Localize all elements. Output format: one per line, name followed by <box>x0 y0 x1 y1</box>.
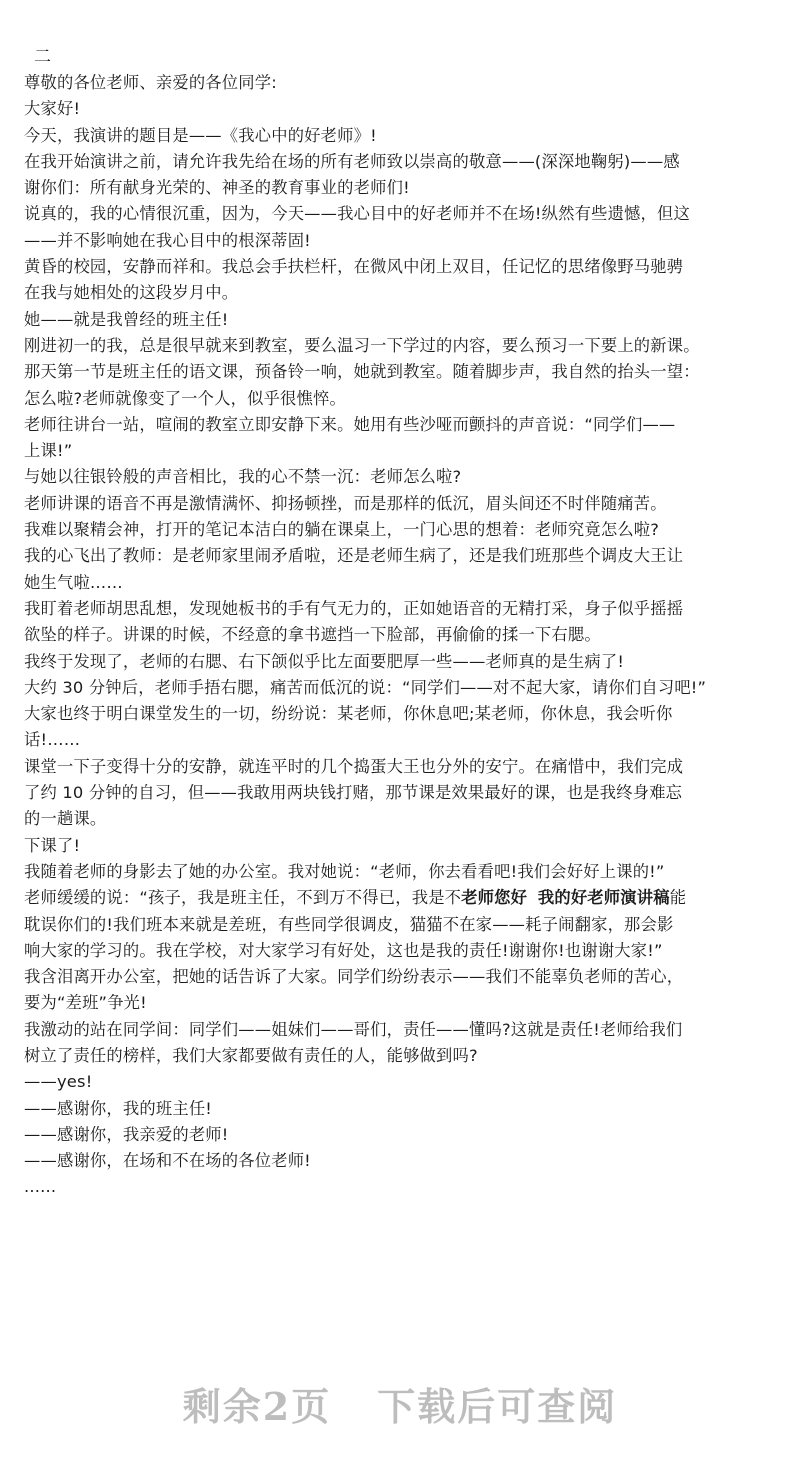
text-line: ——感谢你，在场和不在场的各位老师! <box>24 1151 311 1171</box>
text-line: 欲坠的样子。讲课的时候，不经意的拿书遮挡一下脸部，再偷偷的揉一下右腮。 <box>24 625 601 645</box>
text-line: ——感谢你，我的班主任! <box>24 1098 213 1118</box>
text-line: 课堂一下子变得十分的安静，就连平时的几个捣蛋大王也分外的安宁。在痛惜中，我们完成 <box>24 756 684 776</box>
download-to-view-text: 下载后可查阅 <box>377 1384 618 1429</box>
text-line: 谢你们：所有献身光荣的、神圣的教育事业的老师们! <box>24 178 410 198</box>
text-line: 她生气啦…… <box>24 572 123 592</box>
bold-text: 我的好老师演讲稿 <box>537 888 670 908</box>
text-line: 下课了! <box>24 835 81 855</box>
text-line: 今天，我演讲的题目是——《我心中的好老师》! <box>24 125 377 145</box>
text-line: 的一趟课。 <box>24 809 107 829</box>
text-line: ——感谢你，我亲爱的老师! <box>24 1124 229 1144</box>
text-line: 耽误你们的!我们班本来就是差班，有些同学很调皮，猫猫不在家——耗子闹翻家，那会影 <box>24 914 674 934</box>
text-line: 我激动的站在同学间：同学们——姐妹们——哥们，责任——懂吗?这就是责任!老师给我们 <box>24 1019 683 1039</box>
text-span: 老师缓缓的说：“孩子，我是班主任，不到万不得已，我是不 <box>24 888 462 908</box>
text-line: 大约 30 分钟后，老师手捂右腮，痛苦而低沉的说：“同学们——对不起大家，请你们自习吧!” <box>24 677 707 697</box>
text-line: 树立了责任的榜样，我们大家都要做有责任的人，能够做到吗? <box>24 1045 478 1065</box>
text-line: 我随着老师的身影去了她的办公室。我对她说：“老师，你去看看吧!我们会好好上课的!” <box>24 861 665 881</box>
document-body <box>24 44 782 1201</box>
text-line: 我含泪离开办公室，把她的话告诉了大家。同学们纷纷表示——我们不能辜负老师的苦心， <box>24 967 684 987</box>
text-line: 我盯着老师胡思乱想，发现她板书的手有气无力的，正如她语音的无精打采，身子似乎摇摇 <box>24 598 684 618</box>
download-prompt[interactable] <box>0 1376 800 1431</box>
text-line: 尊敬的各位老师、亲爱的各位同学: <box>24 73 277 92</box>
text-line: 黄昏的校园，安静而祥和。我总会手扶栏杆，在微风中闭上双目，任记忆的思绪像野马驰骋 <box>24 257 684 277</box>
text-line: 我的心飞出了教师：是老师家里闹矛盾啦，还是老师生病了，还是我们班那些个调皮大王让 <box>24 546 684 566</box>
text-line: 那天第一节是班主任的语文课，预备铃一响，她就到教室。随着脚步声，我自然的抬头一望： <box>24 362 700 382</box>
text-line: 在我开始演讲之前，请允许我先给在场的所有老师致以崇高的敬意——(深深地鞠躬)——感 <box>24 151 680 171</box>
text-line: 话!…… <box>24 730 81 750</box>
text-line: 大家好! <box>24 99 81 119</box>
text-line: 我终于发现了，老师的右腮、右下颌似乎比左面要肥厚一些——老师真的是生病了! <box>24 651 625 671</box>
text-line: 响大家的学习的。我在学校，对大家学习有好处，这也是我的责任!谢谢你!也谢谢大家!” <box>24 940 663 960</box>
text-line: ——并不影响她在我心目中的根深蒂固! <box>24 230 311 250</box>
text-line: 我难以聚精会神，打开的笔记本洁白的躺在课桌上，一门心思的想着：老师究竟怎么啦? <box>24 520 660 540</box>
text-span: 能 <box>669 888 687 908</box>
section-heading: 二 <box>34 47 51 67</box>
text-line: 在我与她相处的这段岁月中。 <box>24 283 239 303</box>
text-line-with-bold <box>24 885 782 911</box>
text-line: 大家也终于明白课堂发生的一切，纷纷说：某老师，你休息吧;某老师，你休息，我会听你 <box>24 704 673 724</box>
text-line: ——yes! <box>24 1072 93 1092</box>
remaining-pages-text: 剩余2页 <box>182 1384 332 1429</box>
text-line: 老师讲课的语音不再是激情满怀、抑扬顿挫，而是那样的低沉，眉头间还不时伴随痛苦。 <box>24 493 667 513</box>
text-line: 要为“差班”争光! <box>24 993 147 1013</box>
text-line: 说真的，我的心情很沉重，因为，今天——我心目中的好老师并不在场!纵然有些遗憾，但这 <box>24 204 690 224</box>
bold-text: 老师您好 <box>461 888 528 908</box>
text-line: ...... <box>24 1177 57 1197</box>
text-line: 上课!” <box>24 441 73 461</box>
text-line: 与她以往银铃般的声音相比，我的心不禁一沉：老师怎么啦? <box>24 467 462 487</box>
text-line: 老师往讲台一站，喧闹的教室立即安静下来。她用有些沙哑而颤抖的声音说：“同学们—— <box>24 414 676 434</box>
text-line: 刚进初一的我，总是很早就来到教室，要么温习一下学过的内容，要么预习一下要上的新课。 <box>24 335 700 355</box>
text-line: 怎么啦?老师就像变了一个人，似乎很憔悴。 <box>24 388 346 408</box>
text-line: 她——就是我曾经的班主任! <box>24 309 229 329</box>
text-line: 了约 10 分钟的自习，但——我敢用两块钱打赌，那节课是效果最好的课，也是我终身难忘 <box>24 783 683 803</box>
